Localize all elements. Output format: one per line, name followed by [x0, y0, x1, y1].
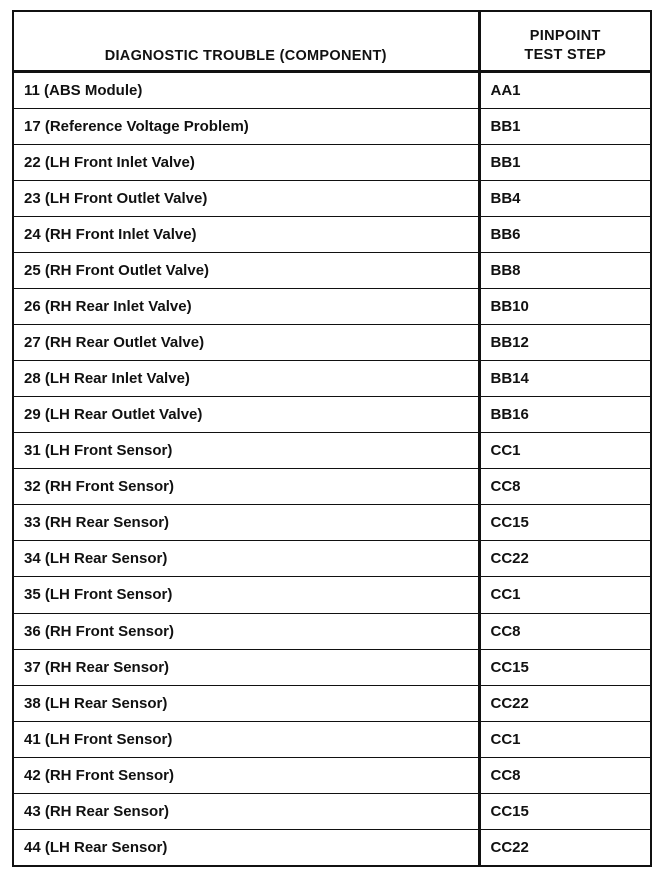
- column-header-step-line2: TEST STEP: [524, 47, 607, 63]
- table-row: [14, 541, 650, 577]
- cell-trouble-component: 44 (LH Rear Sensor): [14, 829, 479, 865]
- cell-pinpoint-step: BB6: [479, 217, 650, 253]
- cell-trouble-component: 11 (ABS Module): [14, 72, 479, 109]
- cell-pinpoint-step: CC15: [479, 793, 650, 829]
- cell-trouble-component: 31 (LH Front Sensor): [14, 433, 479, 469]
- cell-trouble-component: 28 (LH Rear Inlet Valve): [14, 361, 479, 397]
- table-row: [14, 757, 650, 793]
- cell-trouble-component: 32 (RH Front Sensor): [14, 469, 479, 505]
- cell-pinpoint-step: CC8: [479, 613, 650, 649]
- cell-trouble-component: 17 (Reference Voltage Problem): [14, 109, 479, 145]
- table-row: [14, 793, 650, 829]
- cell-trouble-component: 33 (RH Rear Sensor): [14, 505, 479, 541]
- cell-pinpoint-step: CC22: [479, 685, 650, 721]
- cell-pinpoint-step: BB14: [479, 361, 650, 397]
- cell-trouble-component: 22 (LH Front Inlet Valve): [14, 145, 479, 181]
- dtc-table-sheet: [12, 10, 652, 867]
- table-row: [14, 325, 650, 361]
- table-row: [14, 469, 650, 505]
- cell-trouble-component: 38 (LH Rear Sensor): [14, 685, 479, 721]
- table-row: [14, 181, 650, 217]
- cell-trouble-component: 29 (LH Rear Outlet Valve): [14, 397, 479, 433]
- cell-trouble-component: 26 (RH Rear Inlet Valve): [14, 289, 479, 325]
- table-row: [14, 433, 650, 469]
- table-row: [14, 505, 650, 541]
- column-header-component: DIAGNOSTIC TROUBLE (COMPONENT): [14, 12, 479, 72]
- table-row: [14, 613, 650, 649]
- column-header-step-line1: PINPOINT: [529, 28, 601, 44]
- cell-trouble-component: 34 (LH Rear Sensor): [14, 541, 479, 577]
- table-row: [14, 397, 650, 433]
- cell-pinpoint-step: CC22: [490, 838, 529, 856]
- cell-trouble-component: 37 (RH Rear Sensor): [14, 649, 479, 685]
- cell-pinpoint-step: BB4: [479, 181, 650, 217]
- cell-pinpoint-step: CC15: [479, 649, 650, 685]
- table-row: [14, 829, 650, 865]
- cell-pinpoint-step: BB8: [479, 253, 650, 289]
- cell-trouble-component: 35 (LH Front Sensor): [14, 577, 479, 613]
- table-row: [14, 649, 650, 685]
- column-header-step: [479, 12, 650, 72]
- dtc-table: [14, 12, 650, 865]
- cell-pinpoint-step: CC22: [479, 541, 650, 577]
- cell-pinpoint-step: BB12: [479, 325, 650, 361]
- cell-trouble-component: 27 (RH Rear Outlet Valve): [14, 325, 479, 361]
- cell-trouble-component: 41 (LH Front Sensor): [14, 721, 479, 757]
- table-row: [14, 289, 650, 325]
- table-row: [14, 685, 650, 721]
- cell-trouble-component: 24 (RH Front Inlet Valve): [14, 217, 479, 253]
- cell-pinpoint-step: BB10: [479, 289, 650, 325]
- table-row: [14, 253, 650, 289]
- table-row: [14, 109, 650, 145]
- cell-pinpoint-step: BB1: [479, 109, 650, 145]
- cell-pinpoint-step: CC1: [479, 433, 650, 469]
- table-row: [14, 145, 650, 181]
- table-row: [14, 361, 650, 397]
- table-header-row: [14, 12, 650, 72]
- cell-trouble-component: 25 (RH Front Outlet Valve): [14, 253, 479, 289]
- table-body: [14, 72, 650, 866]
- cell-pinpoint-step: CC8: [479, 469, 650, 505]
- cell-trouble-component: 36 (RH Front Sensor): [14, 613, 479, 649]
- cell-pinpoint-step: CC1: [479, 577, 650, 613]
- cell-pinpoint-step: CC8: [479, 757, 650, 793]
- table-row: [14, 721, 650, 757]
- table-row: [14, 72, 650, 109]
- cell-pinpoint-step: CC15: [479, 505, 650, 541]
- table-row: [14, 217, 650, 253]
- cell-trouble-component: 43 (RH Rear Sensor): [14, 793, 479, 829]
- table-row: [14, 577, 650, 613]
- cell-pinpoint-step: BB1: [479, 145, 650, 181]
- cell-trouble-component: 42 (RH Front Sensor): [14, 757, 479, 793]
- cell-pinpoint-step: AA1: [479, 72, 650, 109]
- cell-trouble-component: 23 (LH Front Outlet Valve): [14, 181, 479, 217]
- cell-pinpoint-step: BB16: [479, 397, 650, 433]
- cell-pinpoint-step: CC1: [479, 721, 650, 757]
